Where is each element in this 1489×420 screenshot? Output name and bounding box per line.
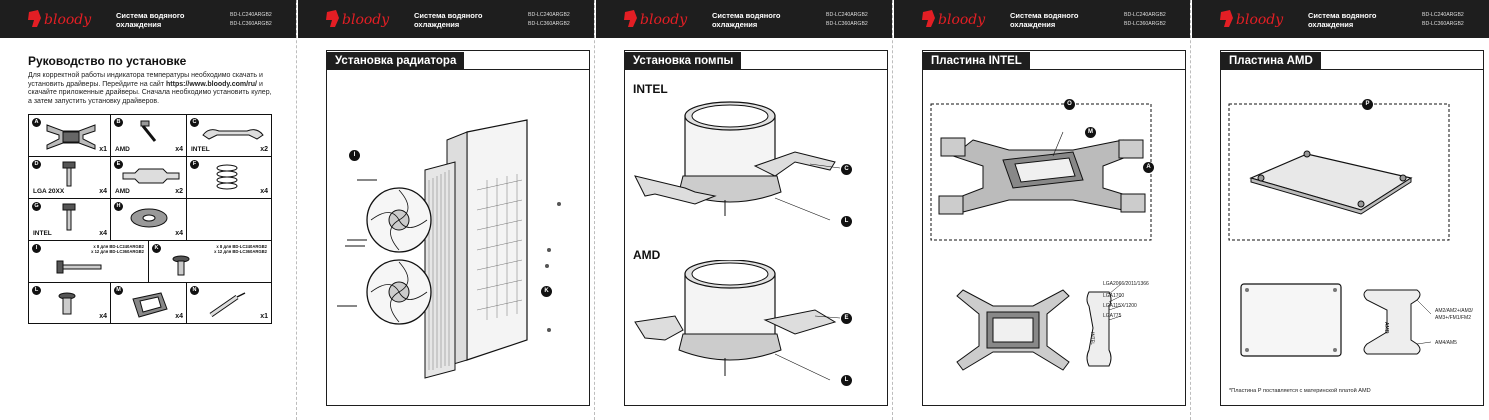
callout-l: L [841, 375, 852, 386]
bloody-logo [1218, 8, 1290, 30]
thermal-pad-icon [127, 291, 171, 319]
intel-plate-diagram [922, 70, 1186, 406]
amd-label: AMD [633, 248, 661, 262]
driver-link[interactable]: https://www.bloody.com/ru/ [166, 80, 257, 88]
section-title: Установка радиатора [326, 50, 590, 70]
syringe-icon [207, 291, 247, 319]
panel-intel-plate [894, 0, 1191, 420]
plate-note: *Пластина P поставляется с материнской платой AMD [1229, 388, 1371, 394]
svg-text:AMD: AMD [1383, 322, 1389, 334]
bracket-icon [43, 119, 99, 153]
callout-i: I [349, 150, 360, 161]
bloody-logo [26, 8, 98, 30]
radiator-diagram [326, 70, 590, 406]
svg-text:bloody: bloody [44, 12, 92, 28]
guide-text: Для корректной работы индикатора температуры необходимо скачать и установить драйверы. Перейдите на сайт https://www.bloody.com/ru/ и скачайте приложенные драйверы. Сначала необходимо установить кулер, а затем запустить установку драйверов. [28, 72, 272, 105]
guide-title: Руководство по установке [28, 54, 187, 68]
header-models: BD-LC240ARGB2 BD-LC360ARGB2 [1422, 12, 1464, 27]
panel-pump [596, 0, 893, 420]
callout-o: O [1064, 99, 1075, 110]
washer-icon [129, 207, 169, 229]
callout-k: K [541, 286, 552, 297]
header-models: BD-LC240ARGB2 BD-LC360ARGB2 [528, 12, 570, 27]
screw-icon [59, 161, 79, 187]
case-radiator-illustration [327, 70, 589, 404]
amd-clip-icon [121, 167, 181, 185]
page-header [894, 0, 1190, 38]
callout-e: E [841, 313, 852, 324]
parts-grid [28, 114, 272, 324]
svg-text:bloody: bloody [938, 12, 986, 28]
socket-label: AM2/AM2+/AM3/ [1435, 308, 1473, 314]
part-h: H x4 [110, 199, 186, 240]
pump-diagram [624, 70, 888, 406]
header-models: BD-LC240ARGB2 BD-LC360ARGB2 [1124, 12, 1166, 27]
socket-label: LGA775 [1103, 313, 1122, 319]
header-title: Система водяного охлаждения [712, 11, 781, 29]
part-a: A x1 [28, 115, 110, 156]
socket-label: AM4/AM5 [1435, 340, 1457, 346]
socket-label: LGA2066/2011/1366 [1103, 281, 1149, 287]
page-header [0, 0, 296, 38]
svg-text:bloody: bloody [1236, 12, 1284, 28]
amd-plate-illustration [1221, 70, 1483, 404]
intel-plate-illustration [923, 70, 1185, 404]
panel-amd-plate [1192, 0, 1489, 420]
panel-radiator [298, 0, 595, 420]
part-i: I x 8 для BD-LC240ARGB2 x 12 для BD-LC360ARGB2 [28, 241, 148, 282]
part-empty [186, 199, 272, 240]
spring-icon [215, 163, 239, 193]
page-header [298, 0, 594, 38]
long-screw-icon [55, 257, 105, 279]
part-f: F x4 [186, 157, 272, 198]
part-l: L x4 [28, 283, 110, 323]
page-header [1192, 0, 1489, 38]
part-n: N x1 [186, 283, 272, 323]
section-title: Установка помпы [624, 50, 888, 70]
callout-c: C [841, 164, 852, 175]
nut-screw-icon [57, 291, 77, 317]
header-title: Система водяного охлаждения [414, 11, 483, 29]
callout-a: A [1143, 162, 1154, 173]
page-header [596, 0, 892, 38]
intel-label: INTEL [633, 82, 668, 96]
short-screw-icon [171, 255, 191, 279]
part-c: C INTEL x2 [186, 115, 272, 156]
svg-text:bloody: bloody [640, 12, 688, 28]
header-title: Система водяного охлаждения [1010, 11, 1079, 29]
part-k: K x 8 для BD-LC240ARGB2 x 12 для BD-LC360ARGB2 [148, 241, 272, 282]
socket-label: LGA1700 [1103, 293, 1125, 299]
intel-clip-icon [201, 125, 265, 143]
header-models: BD-LC240ARGB2 BD-LC360ARGB2 [230, 12, 272, 27]
bloody-logo [622, 8, 694, 30]
svg-text:bloody: bloody [342, 12, 390, 28]
callout-l: L [841, 216, 852, 227]
socket-label: AM3+/FM1/FM2 [1435, 315, 1471, 321]
callout-m: M [1085, 127, 1096, 138]
callout-p: P [1362, 99, 1373, 110]
header-title: Система водяного охлаждения [1308, 11, 1377, 29]
part-g: G INTEL x4 [28, 199, 110, 240]
standoff-icon [133, 119, 163, 145]
section-title: Пластина INTEL [922, 50, 1186, 70]
part-e: E AMD x2 [110, 157, 186, 198]
bloody-logo [324, 8, 396, 30]
svg-text:INTEL: INTEL [1089, 332, 1094, 345]
screw-icon [59, 203, 79, 231]
header-models: BD-LC240ARGB2 BD-LC360ARGB2 [826, 12, 868, 27]
panel-guide [0, 0, 297, 420]
part-d: D LGA 20XX x4 [28, 157, 110, 198]
part-m: M x4 [110, 283, 186, 323]
header-title: Система водяного охлаждения [116, 11, 185, 29]
amd-plate-diagram [1220, 70, 1484, 406]
part-b: B AMD x4 [110, 115, 186, 156]
bloody-logo [920, 8, 992, 30]
socket-label: LGA115X/1200 [1103, 303, 1137, 309]
section-title: Пластина AMD [1220, 50, 1484, 70]
